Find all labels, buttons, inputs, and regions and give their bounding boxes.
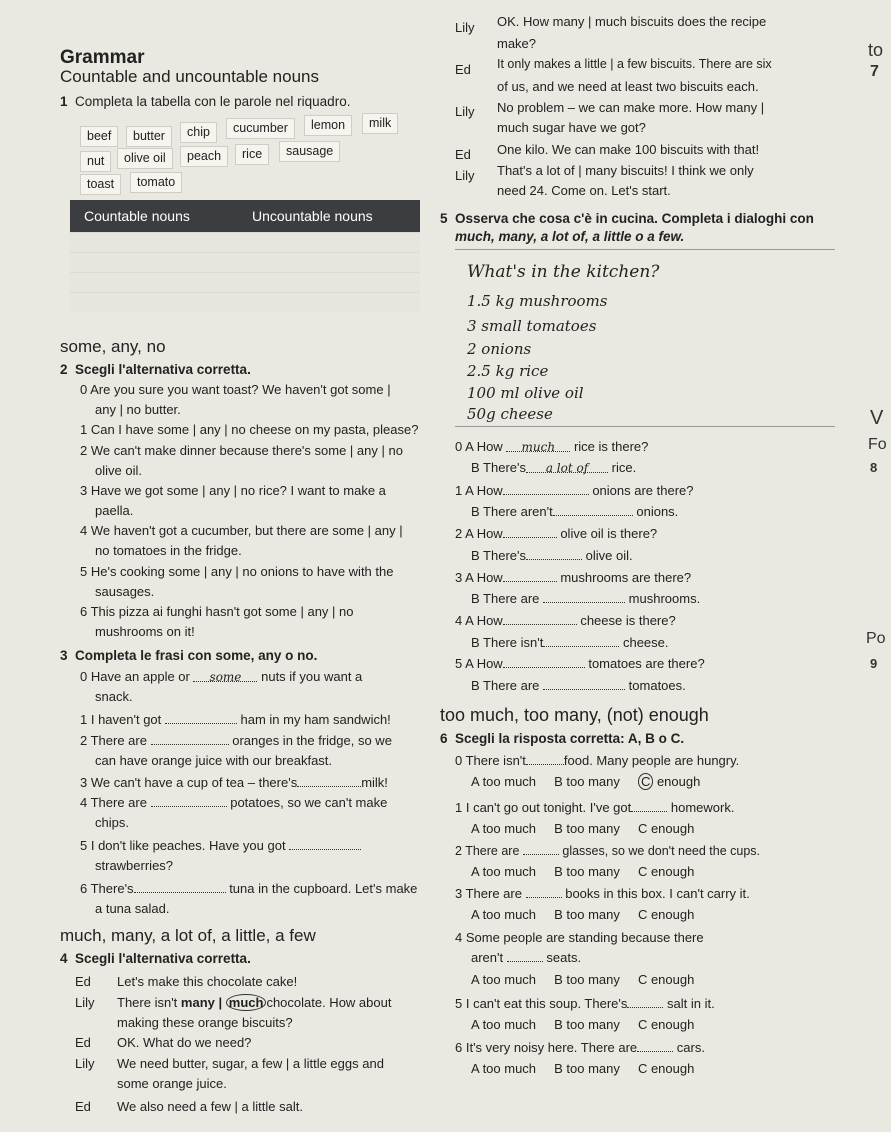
ex3-line: can have orange juice with our breakfast. — [95, 753, 333, 768]
col-uncountable: Uncountable nouns — [252, 208, 373, 224]
dialogue-line: Ed — [75, 1035, 91, 1050]
ex5-question: 0 A How much rice is there? — [455, 439, 649, 454]
ex3-line: strawberries? — [95, 858, 174, 873]
ex6-item: 4 Some people are standing because there — [455, 930, 704, 945]
some-any-no-heading: some, any, no — [60, 337, 166, 356]
ex5-instruction: 5 Osserva che cosa c'è in cucina. Completa i dialoghi con — [440, 211, 814, 226]
ex5-answer: B There are tomatoes. — [471, 678, 686, 693]
ex2-line: no tomatoes in the fridge. — [95, 543, 242, 558]
ex3-line: a tuna salad. — [95, 901, 170, 916]
dialogue-text: Let's make this chocolate cake! — [117, 974, 298, 989]
word-tag: rice — [235, 144, 269, 165]
ex5-question: 4 A How cheese is there? — [455, 613, 676, 628]
edge-fragment: 9 — [870, 656, 878, 671]
too-much-heading: too much, too many, (not) enough — [440, 705, 709, 725]
ex2-line: 3 Have we got some | any | no rice? I want to make a — [80, 483, 386, 498]
ex6-options: A too much B too many C enough — [471, 774, 701, 789]
word-tag: nut — [80, 151, 111, 172]
ex6-options: A too much B too many C enough — [471, 1017, 695, 1032]
dialogue-line: Lily — [75, 1056, 95, 1071]
ex2-instruction: 2 Scegli l'alternativa corretta. — [60, 362, 251, 377]
dialogue-text: We need butter, sugar, a few | a little eggs and — [117, 1056, 384, 1071]
note-item: 50g cheese — [467, 405, 553, 423]
ex3-line: 6 There's tuna in the cupboard. Let's make — [80, 881, 418, 896]
ex5-question: 3 A How mushrooms are there? — [455, 570, 692, 585]
ex6-options: A too much B too many C enough — [471, 972, 695, 987]
ex2-line: 1 Can I have some | any | no cheese on my pasta, please? — [80, 422, 419, 437]
ex5-answer: B There isn't cheese. — [471, 635, 669, 650]
kitchen-note — [455, 249, 835, 427]
ex6-options: A too much B too many C enough — [471, 821, 695, 836]
ex6-options: A too much B too many C enough — [471, 1061, 695, 1076]
ex3-line: 1 I haven't got ham in my ham sandwich! — [80, 712, 391, 727]
answer-blank[interactable] — [289, 838, 361, 850]
ex6-item: 1 I can't go out tonight. I've got homework. — [455, 800, 735, 815]
edge-fragment: Po — [866, 630, 886, 647]
dialogue-text: That's a lot of | many biscuits! I think we only — [497, 163, 754, 178]
ex6-item: aren't seats. — [471, 950, 582, 965]
word-tag: milk — [362, 113, 398, 134]
ex3-line: 5 I don't like peaches. Have you got — [80, 838, 361, 853]
word-tag: olive oil — [117, 148, 173, 169]
dialogue-text: It only makes a little | a few biscuits. There are six — [497, 57, 772, 71]
note-item: 3 small tomatoes — [467, 317, 597, 335]
word-tag: peach — [180, 146, 228, 167]
ex6-item: 3 There are books in this box. I can't carry it. — [455, 886, 750, 901]
grammar-title: Grammar — [60, 47, 145, 68]
col-countable: Countable nouns — [84, 208, 190, 224]
dialogue-text: We also need a few | a little salt. — [117, 1099, 303, 1114]
ex2-line: 6 This pizza ai funghi hasn't got some | any | no — [80, 604, 354, 619]
ex3-line: 4 There are potatoes, so we can't make — [80, 795, 388, 810]
answer-blank: some — [193, 670, 257, 682]
dialogue-line: Ed — [455, 147, 471, 162]
ex2-line: sausages. — [95, 584, 155, 599]
edge-fragment: Fo — [868, 436, 887, 453]
dialogue-line: Lily — [455, 20, 475, 35]
answer-blank[interactable] — [151, 733, 229, 745]
ex6-options: A too much B too many C enough — [471, 864, 695, 879]
dialogue-text: No problem – we can make more. How many | — [497, 100, 765, 115]
ex6-item: 2 There are glasses, so we don't need the cups. — [455, 844, 761, 858]
note-item: 1.5 kg mushrooms — [467, 292, 608, 310]
ex2-line: olive oil. — [95, 463, 142, 478]
ex5-question: 1 A How onions are there? — [455, 483, 694, 498]
edge-fragment: to — [868, 40, 884, 60]
ex5-question: 5 A How tomatoes are there? — [455, 656, 705, 671]
dialogue-text: need 24. Come on. Let's start. — [497, 183, 671, 198]
edge-fragment: 8 — [870, 460, 878, 475]
note-item: 2 onions — [467, 340, 532, 358]
answer-blank[interactable] — [151, 795, 227, 807]
ex2-line: 4 We haven't got a cucumber, but there are some | any | — [80, 523, 403, 538]
ex5-instruction-2: much, many, a lot of, a little o a few. — [455, 229, 685, 244]
ex5-answer: B There are mushrooms. — [471, 591, 701, 606]
edge-fragment: V — [870, 407, 884, 429]
answer-blank[interactable] — [165, 712, 237, 724]
dialogue-text: One kilo. We can make 100 biscuits with that! — [497, 142, 760, 157]
much-many-heading: much, many, a lot of, a little, a few — [60, 926, 316, 945]
dialogue-line: Lily — [455, 168, 475, 183]
word-tag: toast — [80, 174, 121, 195]
word-tag: butter — [126, 126, 172, 147]
dialogue-text: much sugar have we got? — [497, 120, 646, 135]
circled-answer: C — [638, 773, 653, 790]
ex2-line: 0 Are you sure you want toast? We haven't got some | — [80, 382, 391, 397]
ex5-question: 2 A How olive oil is there? — [455, 526, 658, 541]
ex5-answer: B There's a lot of rice. — [471, 460, 637, 475]
ex3-line: 3 We can't have a cup of tea – there's milk! — [80, 775, 388, 790]
ex1-instruction: 1 Completa la tabella con le parole nel riquadro. — [60, 94, 351, 109]
ex6-instruction: 6 Scegli la risposta corretta: A, B o C. — [440, 731, 685, 746]
ex2-line: 2 We can't make dinner because there's some | any | no — [80, 443, 403, 458]
word-tag: tomato — [130, 172, 182, 193]
ex6-item: 5 I can't eat this soup. There's salt in it. — [455, 996, 715, 1011]
ex6-item: 0 There isn't food. Many people are hungry. — [455, 753, 740, 768]
section-subtitle: Countable and uncountable nouns — [60, 67, 319, 86]
ex3-instruction: 3 Completa le frasi con some, any o no. — [60, 648, 318, 663]
note-item: 100 ml olive oil — [467, 384, 584, 402]
ex3-line: chips. — [95, 815, 129, 830]
note-title: What's in the kitchen? — [467, 262, 660, 282]
ex5-answer: B There's olive oil. — [471, 548, 633, 563]
dialogue-text: There isn't many | much chocolate. How about — [117, 995, 392, 1010]
dialogue-line: Lily — [455, 104, 475, 119]
word-tag: lemon — [304, 115, 352, 136]
answer-blank[interactable] — [297, 775, 361, 787]
answer-blank[interactable] — [134, 881, 226, 893]
ex5-answer: B There aren't onions. — [471, 504, 679, 519]
dialogue-line: Ed — [75, 1099, 91, 1114]
dialogue-text: OK. What do we need? — [117, 1035, 252, 1050]
dialogue-text: OK. How many | much biscuits does the recipe — [497, 14, 767, 29]
ex3-line: 2 There are oranges in the fridge, so we — [80, 733, 392, 748]
word-tag: beef — [80, 126, 118, 147]
dialogue-line: Ed — [75, 974, 91, 989]
note-item: 2.5 kg rice — [467, 362, 549, 380]
dialogue-text: of us, and we need at least two biscuits each. — [497, 79, 759, 94]
ex3-line: 0 Have an apple or some nuts if you want a — [80, 669, 363, 684]
ex6-options: A too much B too many C enough — [471, 907, 695, 922]
word-tag: cucumber — [226, 118, 295, 139]
dialogue-text: some orange juice. — [117, 1076, 227, 1091]
table-body — [70, 232, 420, 312]
ex3-line: snack. — [95, 689, 133, 704]
dialogue-line: Lily — [75, 995, 95, 1010]
edge-fragment: 7 — [870, 63, 879, 80]
dialogue-text: make? — [497, 36, 537, 51]
ex4-instruction: 4 Scegli l'alternativa corretta. — [60, 951, 251, 966]
dialogue-text: making these orange biscuits? — [117, 1015, 293, 1030]
ex6-item: 6 It's very noisy here. There are cars. — [455, 1040, 705, 1055]
table-header — [70, 200, 420, 232]
ex2-line: mushrooms on it! — [95, 624, 195, 639]
word-tag: sausage — [279, 141, 340, 162]
ex2-line: any | no butter. — [95, 402, 181, 417]
dialogue-line: Ed — [455, 62, 471, 77]
ex2-line: 5 He's cooking some | any | no onions to have with the — [80, 564, 394, 579]
circled-answer: much — [226, 994, 267, 1011]
ex2-line: paella. — [95, 503, 134, 518]
word-tag: chip — [180, 122, 217, 143]
